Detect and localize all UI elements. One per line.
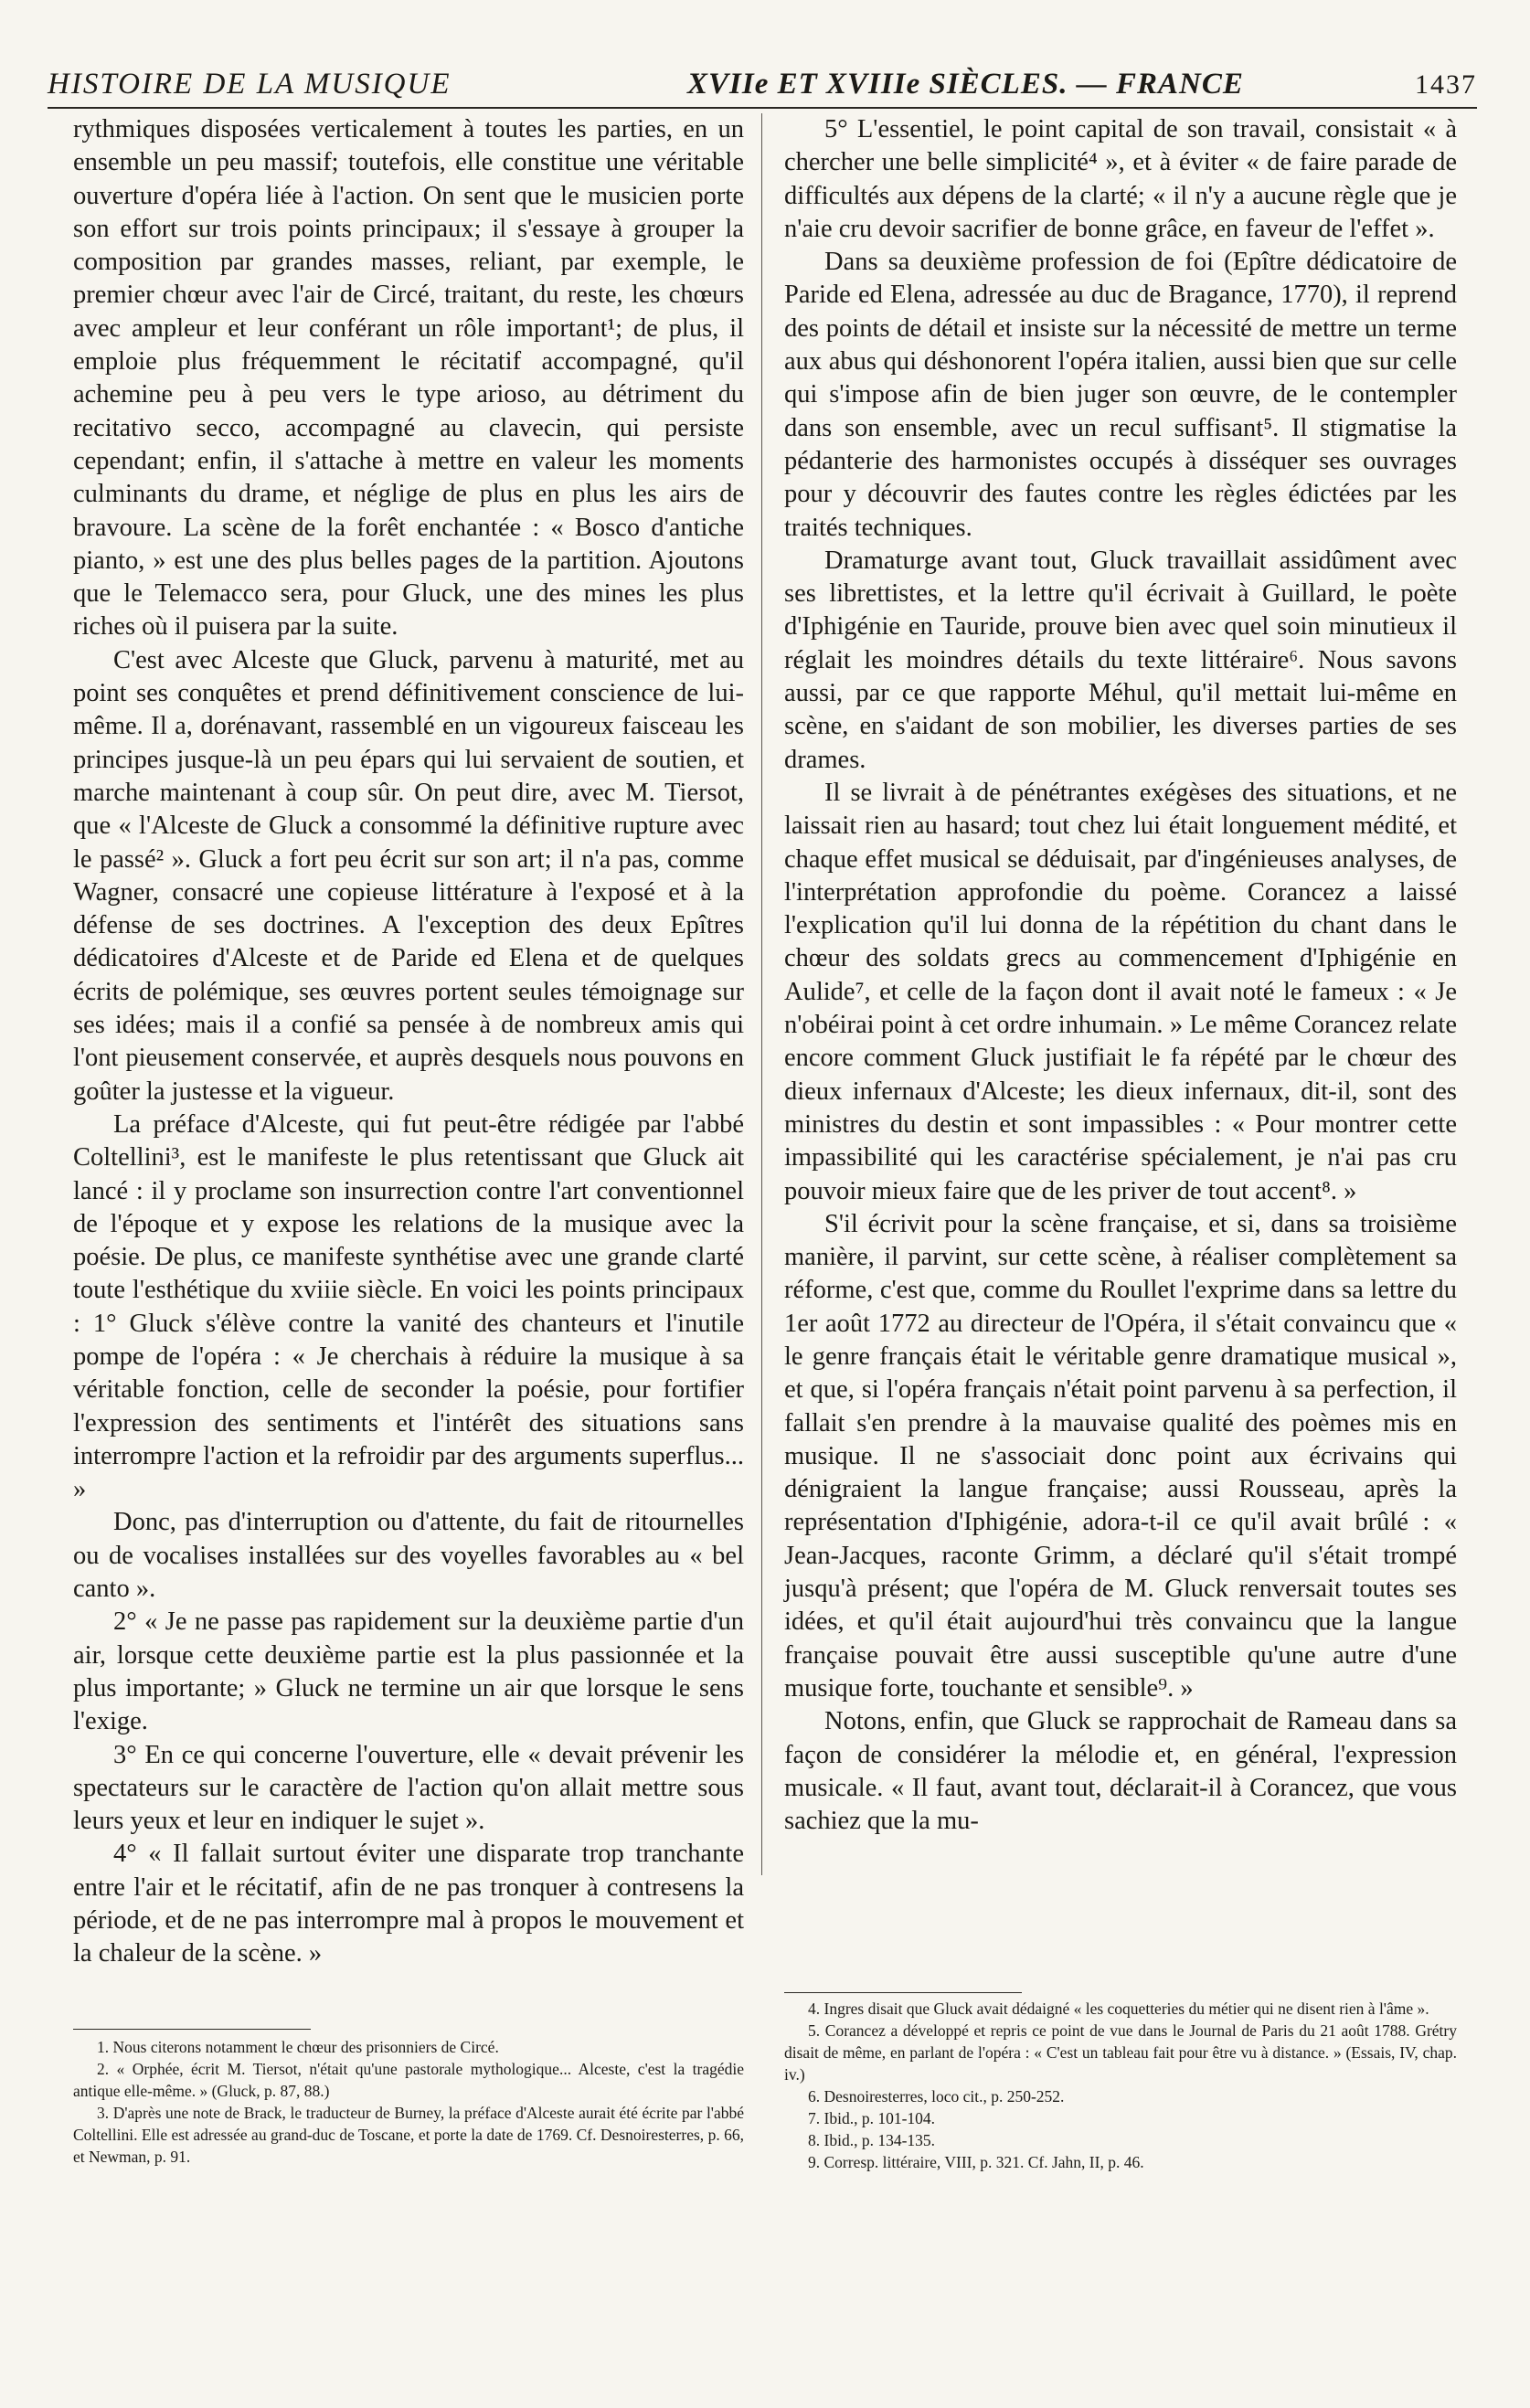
- paragraph: rythmiques disposées verticalement à toutes les parties, en un ensemble un peu massif; toutefois, elle constitue une véritable ouverture d'opéra liée à l'action. On sent que le musicien porte son effort sur trois points principaux; il s'essaye à grouper la composition par grandes masses, reliant, par exemple, le premier chœur avec l'air de Circé, traitant, du reste, les chœurs avec ampleur et leur conférant un rôle important¹; de plus, il emploie plus fréquemment le récitatif accompagné, qu'il achemine peu à peu vers le type arioso, au détriment du recitativo secco, accompagné au clavecin, qui persiste cependant; enfin, il s'attache à mettre en valeur les moments culminants du drame, et néglige de plus en plus les airs de bravoure. La scène de la forêt enchantée : « Bosco d'antiche pianto, » est une des plus belles pages de la partition. Ajoutons que le Telemacco sera, pour Gluck, une des mines les plus riches où il puisera par la suite.: [73, 115, 744, 642]
- paragraph: 2° « Je ne passe pas rapidement sur la deuxième partie d'un air, lorsque cette deuxième partie est la plus passionnée et la plus importante; » Gluck ne termine un air que lorsque le sens l'exige.: [73, 1607, 744, 1736]
- footnote: 6. Desnoiresterres, loco cit., p. 250-252.: [808, 2087, 1065, 2106]
- left-column: [73, 113, 744, 1971]
- page-number: 1437: [1415, 69, 1477, 100]
- right-column: [784, 113, 1457, 1838]
- footnote: 1. Nous citerons notamment le chœur des prisonniers de Circé.: [97, 2038, 499, 2056]
- running-header: [48, 62, 1477, 106]
- paragraph: 4° « Il fallait surtout éviter une disparate trop tranchante entre l'air et le récitatif, afin de ne pas tronquer à contresens la période, et de ne pas interrompre mal à propos le mouvement et la chaleur de la scène. »: [73, 1840, 744, 1968]
- paragraph: Notons, enfin, que Gluck se rapprochait de Rameau dans sa façon de considérer la mélodie et, en général, l'expression musicale. « Il faut, avant tout, déclarait-il à Corancez, que vous sachiez que la mu-: [784, 1707, 1457, 1836]
- paragraph: Dans sa deuxième profession de foi (Epître dédicatoire de Paride ed Elena, adressée au duc de Bragance, 1770), il reprend des points de détail et insiste sur la nécessité de mettre un terme aux abus qui déshonorent l'opéra italien, aussi bien que sur celle qui s'impose afin de bien juger son œuvre, de le contempler dans son ensemble, avec un recul suffisant⁵. Il stigmatise la pédanterie des harmonistes occupés à disséquer ses ouvrages pour y découvrir des fautes contre les règles édictées par les traités techniques.: [784, 248, 1457, 542]
- right-footnotes: [784, 1998, 1457, 2173]
- footnote: 9. Corresp. littéraire, VIII, p. 321. Cf. Jahn, II, p. 46.: [808, 2153, 1144, 2171]
- paragraph: 3° En ce qui concerne l'ouverture, elle « devait prévenir les spectateurs sur le caractère de l'action qu'on allait mettre sous leurs yeux et leur en indiquer le sujet ».: [73, 1740, 744, 1836]
- header-right-title: XVIIe ET XVIIIe SIÈCLES. — FRANCE: [687, 68, 1244, 101]
- footnote: 3. D'après une note de Brack, le traducteur de Burney, la préface d'Alceste aurait été écrite par l'abbé Coltellini. Elle est adressée au grand-duc de Toscane, et porte la date de 1769. Cf. Desnoiresterres, p. 66, et Newman, p. 91.: [73, 2104, 744, 2166]
- paragraph: C'est avec Alceste que Gluck, parvenu à maturité, met au point ses conquêtes et prend définitivement conscience de lui-même. Il a, dorénavant, rassemblé en un vigoureux faisceau les principes jusque-là un peu épars qui lui servaient de soutien, et marche maintenant à coup sûr. On peut dire, avec M. Tiersot, que « l'Alceste de Gluck a consommé la définitive rupture avec le passé² ». Gluck a fort peu écrit sur son art; il n'a pas, comme Wagner, consacré une copieuse littérature à l'exposé et à la défense de ses doctrines. A l'exception des deux Epîtres dédicatoires d'Alceste et de Paride ed Elena et de quelques écrits de polémique, ses œuvres portent seules témoignage sur ses idées; mais il a confié sa pensée à de nombreux amis qui l'ont pieusement conservée, et auprès desquels nous pouvons en goûter la justesse et la vigueur.: [73, 645, 744, 1106]
- paragraph: La préface d'Alceste, qui fut peut-être rédigée par l'abbé Coltellini³, est le manifeste le plus retentissant que Gluck ait lancé : il y proclame son insurrection contre l'art conventionnel de l'époque et y expose les relations de la musique avec la poésie. De plus, ce manifeste synthétise avec une grande clarté toute l'esthétique du xviiie siècle. En voici les points principaux : 1° Gluck s'élève contre la vanité des chanteurs et l'inutile pompe de l'opéra : « Je cherchais à réduire la musique à sa véritable fonction, celle de seconder la poésie, pour fortifier l'expression des sentiments et l'intérêt des situations sans interrompre l'action et la refroidir par des arguments superflus... »: [73, 1109, 744, 1504]
- paragraph: Il se livrait à de pénétrantes exégèses des situations, et ne laissait rien au hasard; tout chez lui était longuement médité, et chaque effet musical se déduisait, par d'ingénieuses analyses, de l'interprétation approfondie du poème. Corancez a laissé l'explication qu'il lui donna de la répétition du chant dans le chœur des soldats grecs au commencement d'Iphigénie en Aulide⁷, et celle de la façon dont il avait noté le fameux : « Je n'obéirai point à cet ordre inhumain. » Le même Corancez relate encore comment Gluck justifiait le fa répété par le chœur des dieux infernaux d'Alceste; les dieux infernaux, dit-il, sont des ministres du destin et sont impassibles : « Pour montrer cette impassibilité qui les caractérise spécialement, je n'ai pas cru pouvoir mieux faire que de les priver de tout accent⁸. »: [784, 778, 1457, 1205]
- footnote: 4. Ingres disait que Gluck avait dédaigné « les coquetteries du métier qui ne disent rien à l'âme ».: [808, 2000, 1429, 2018]
- footnote: 7. Ibid., p. 101-104.: [808, 2109, 936, 2127]
- footnote: 8. Ibid., p. 134-135.: [808, 2131, 936, 2149]
- header-rule: [48, 107, 1477, 109]
- footnote: 5. Corancez a développé et repris ce point de vue dans le Journal de Paris du 21 août 1788. Grétry disait de même, en parlant de l'opéra : « C'est un tableau fait pour être vu à distance. » (Essais, IV, chap. iv.): [784, 2021, 1457, 2084]
- paragraph: Donc, pas d'interruption ou d'attente, du fait de ritournelles ou de vocalises installées sur des voyelles favorables au « bel canto ».: [73, 1508, 744, 1604]
- header-left-title: HISTOIRE DE LA MUSIQUE: [48, 68, 452, 101]
- footnote-rule: [73, 2029, 311, 2030]
- footnote-rule: [784, 1992, 1022, 1993]
- left-footnotes: [73, 2036, 744, 2168]
- footnote: 2. « Orphée, écrit M. Tiersot, n'était qu'une pastorale mythologique... Alceste, c'est la tragédie antique elle-même. » (Gluck, p. 87, 88.): [73, 2060, 744, 2100]
- paragraph: 5° L'essentiel, le point capital de son travail, consistait « à chercher une belle simplicité⁴ », et à éviter « de faire parade de difficultés aux dépens de la clarté; « il n'y a aucune règle que je n'aie cru devoir sacrifier de bonne grâce, en faveur de l'effet ».: [784, 115, 1457, 243]
- column-divider: [761, 113, 762, 1875]
- paragraph: Dramaturge avant tout, Gluck travaillait assidûment avec ses librettistes, et la lettre qu'il écrivait à Guillard, le poète d'Iphigénie en Tauride, prouve bien avec quel soin minutieux il réglait les moindres détails du texte littéraire⁶. Nous savons aussi, par ce que rapporte Méhul, qu'il mettait lui-même en scène, en s'aidant de son mobilier, les diverses parties de ses drames.: [784, 546, 1457, 774]
- paragraph: S'il écrivit pour la scène française, et si, dans sa troisième manière, il parvint, sur cette scène, à réaliser complètement sa réforme, c'est que, comme du Roullet l'exprime dans sa lettre du 1er août 1772 au directeur de l'Opéra, il s'était convaincu que « le genre français était le véritable genre dramatique musical », et que, si l'opéra français n'était point parvenu à sa perfection, il fallait s'en prendre à la mauvaise qualité des poèmes mis en musique. Il ne s'associait donc point aux écrivains qui dénigraient la langue française; aussi Rousseau, après la représentation d'Iphigénie, adora-t-il ce qu'il avait brûlé : « Jean-Jacques, raconte Grimm, a déclaré qu'il s'était trompé jusqu'à présent; que l'opéra de M. Gluck renversait toutes ses idées, et qu'il était aujourd'hui très convaincu que la langue française pouvait être aussi susceptible qu'une autre d'une musique forte, touchante et sensible⁹. »: [784, 1209, 1457, 1703]
